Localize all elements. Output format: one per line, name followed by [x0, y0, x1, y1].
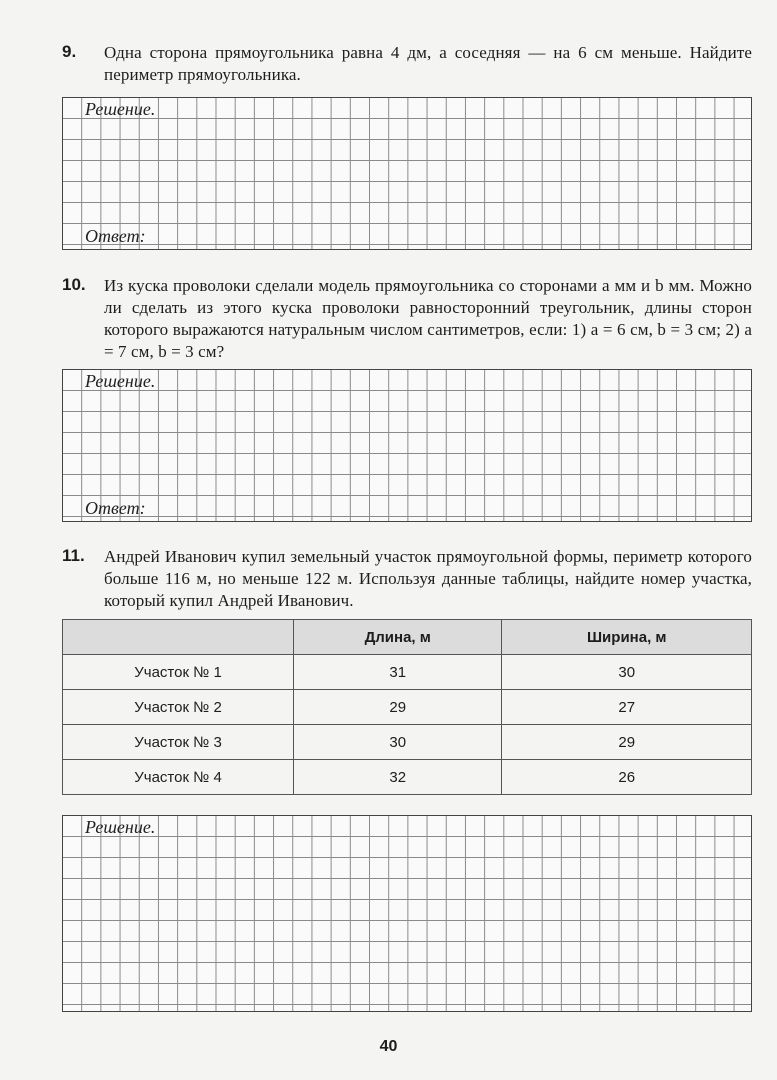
- table-row: [63, 655, 752, 690]
- width-cell: 26: [502, 760, 752, 795]
- solution-grid-11[interactable]: [62, 815, 752, 1012]
- task-number: 9.: [62, 42, 77, 61]
- table-header-row: [63, 620, 752, 655]
- row-label: Участок № 2: [63, 690, 294, 725]
- row-label: Участок № 4: [63, 760, 294, 795]
- task-number: 11.: [62, 546, 85, 565]
- table-row: [63, 760, 752, 795]
- width-cell: 27: [502, 690, 752, 725]
- length-cell: 32: [294, 760, 502, 795]
- task-text: Одна сторона прямоугольника равна 4 дм, а соседняя — на 6 см меньше. Найдите периметр прямоугольника.: [104, 43, 752, 84]
- width-cell: 29: [502, 725, 752, 760]
- table-row: [63, 690, 752, 725]
- length-cell: 29: [294, 690, 502, 725]
- task-text: Андрей Иванович купил земельный участок прямоугольной формы, периметр которого больше 116 м, но меньше 122 м. Используя данные таблицы, найдите номер участка, который купил Андрей Иванович.: [104, 547, 752, 610]
- solution-label: Решение.: [85, 99, 156, 119]
- table-header-width: Ширина, м: [502, 620, 752, 655]
- task-11: [62, 546, 752, 612]
- length-cell: 30: [294, 725, 502, 760]
- task-10: [62, 275, 752, 363]
- solution-grid-9[interactable]: [62, 97, 752, 250]
- task-number: 10.: [62, 275, 86, 294]
- page-number: 40: [379, 1038, 398, 1055]
- table-row: [63, 725, 752, 760]
- length-cell: 31: [294, 655, 502, 690]
- plots-table: [62, 619, 752, 795]
- table-header: [63, 620, 294, 655]
- solution-grid-10[interactable]: [62, 369, 752, 522]
- row-label: Участок № 3: [63, 725, 294, 760]
- task-text: Из куска проволоки сделали модель прямоугольника со сторонами a мм и b мм. Можно ли сделать из этого куска проволоки равносторонний треугольник, длины сторон которого выражаются натуральным числом сантиметров, если: 1) a = 6 см, b = 3 см; 2) a = 7 см, b = 3 см?: [104, 276, 752, 361]
- answer-label: Ответ:: [85, 226, 146, 246]
- solution-label: Решение.: [85, 371, 156, 391]
- row-label: Участок № 1: [63, 655, 294, 690]
- table-header-length: Длина, м: [294, 620, 502, 655]
- task-9: [62, 42, 752, 86]
- answer-label: Ответ:: [85, 498, 146, 518]
- solution-label: Решение.: [85, 817, 156, 837]
- width-cell: 30: [502, 655, 752, 690]
